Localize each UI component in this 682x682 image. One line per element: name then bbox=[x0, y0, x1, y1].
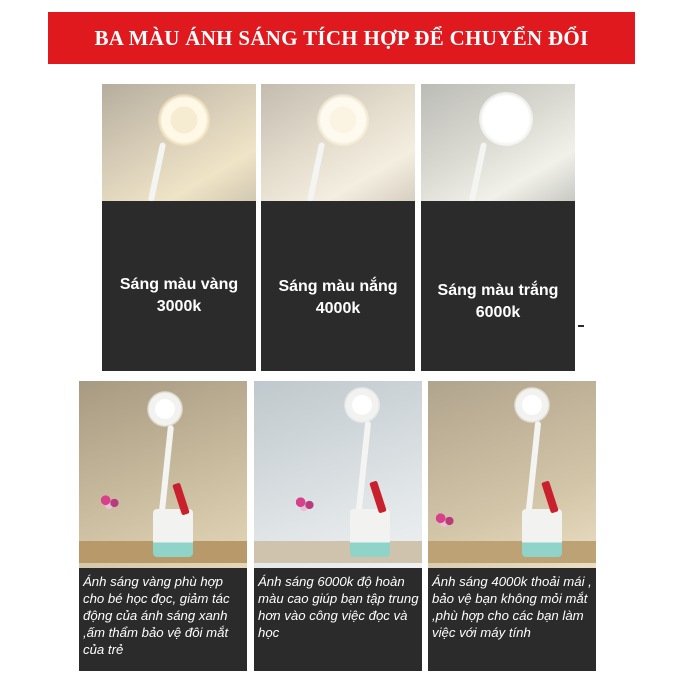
panel-bottom-yellow bbox=[79, 381, 247, 671]
lamp-photo-yellow bbox=[102, 84, 256, 201]
lamp-photo-sun bbox=[261, 84, 415, 201]
caption-area bbox=[421, 201, 575, 371]
panel-yellow-light bbox=[102, 84, 256, 371]
caption-text: Ánh sáng 4000k thoải mái , bảo vệ bạn không mỏi mắt ,phù hợp cho các bạn làm việc với máy tính bbox=[432, 574, 592, 640]
caption-label: Sáng màu nắng bbox=[278, 278, 398, 295]
caption-sun bbox=[261, 276, 415, 320]
panel-bottom-4000k bbox=[428, 381, 596, 671]
title-banner bbox=[48, 12, 635, 64]
caption-label: Sáng màu trắng bbox=[437, 282, 559, 299]
caption-temperature: 4000k bbox=[315, 300, 361, 317]
divider-mark bbox=[578, 325, 584, 327]
caption-text: Ánh sáng 6000k độ hoàn màu cao giúp bạn tập trung hơn vào công việc đọc và học bbox=[258, 574, 419, 640]
caption-label: Sáng màu vàng bbox=[119, 276, 239, 293]
caption-area bbox=[261, 201, 415, 371]
caption-area bbox=[102, 201, 256, 371]
caption-area bbox=[428, 568, 596, 671]
caption-area bbox=[254, 568, 422, 671]
panel-bottom-6000k bbox=[254, 381, 422, 671]
panel-sun-light bbox=[261, 84, 415, 371]
caption-yellow bbox=[102, 274, 256, 318]
panel-white-light bbox=[421, 84, 575, 371]
caption-area bbox=[79, 568, 247, 671]
banner-title: BA MÀU ÁNH SÁNG TÍCH HỢP ĐỂ CHUYỂN ĐỔI bbox=[94, 25, 589, 50]
lamp-photo-white bbox=[421, 84, 575, 201]
caption-text: Ánh sáng vàng phù hợp cho bé học đọc, giảm tác động của ánh sáng xanh ,ấm thẩm bảo vệ đôi mắt của trẻ bbox=[83, 574, 230, 657]
caption-temperature: 6000k bbox=[475, 304, 521, 321]
caption-white bbox=[421, 280, 575, 324]
caption-temperature: 3000k bbox=[156, 298, 202, 315]
